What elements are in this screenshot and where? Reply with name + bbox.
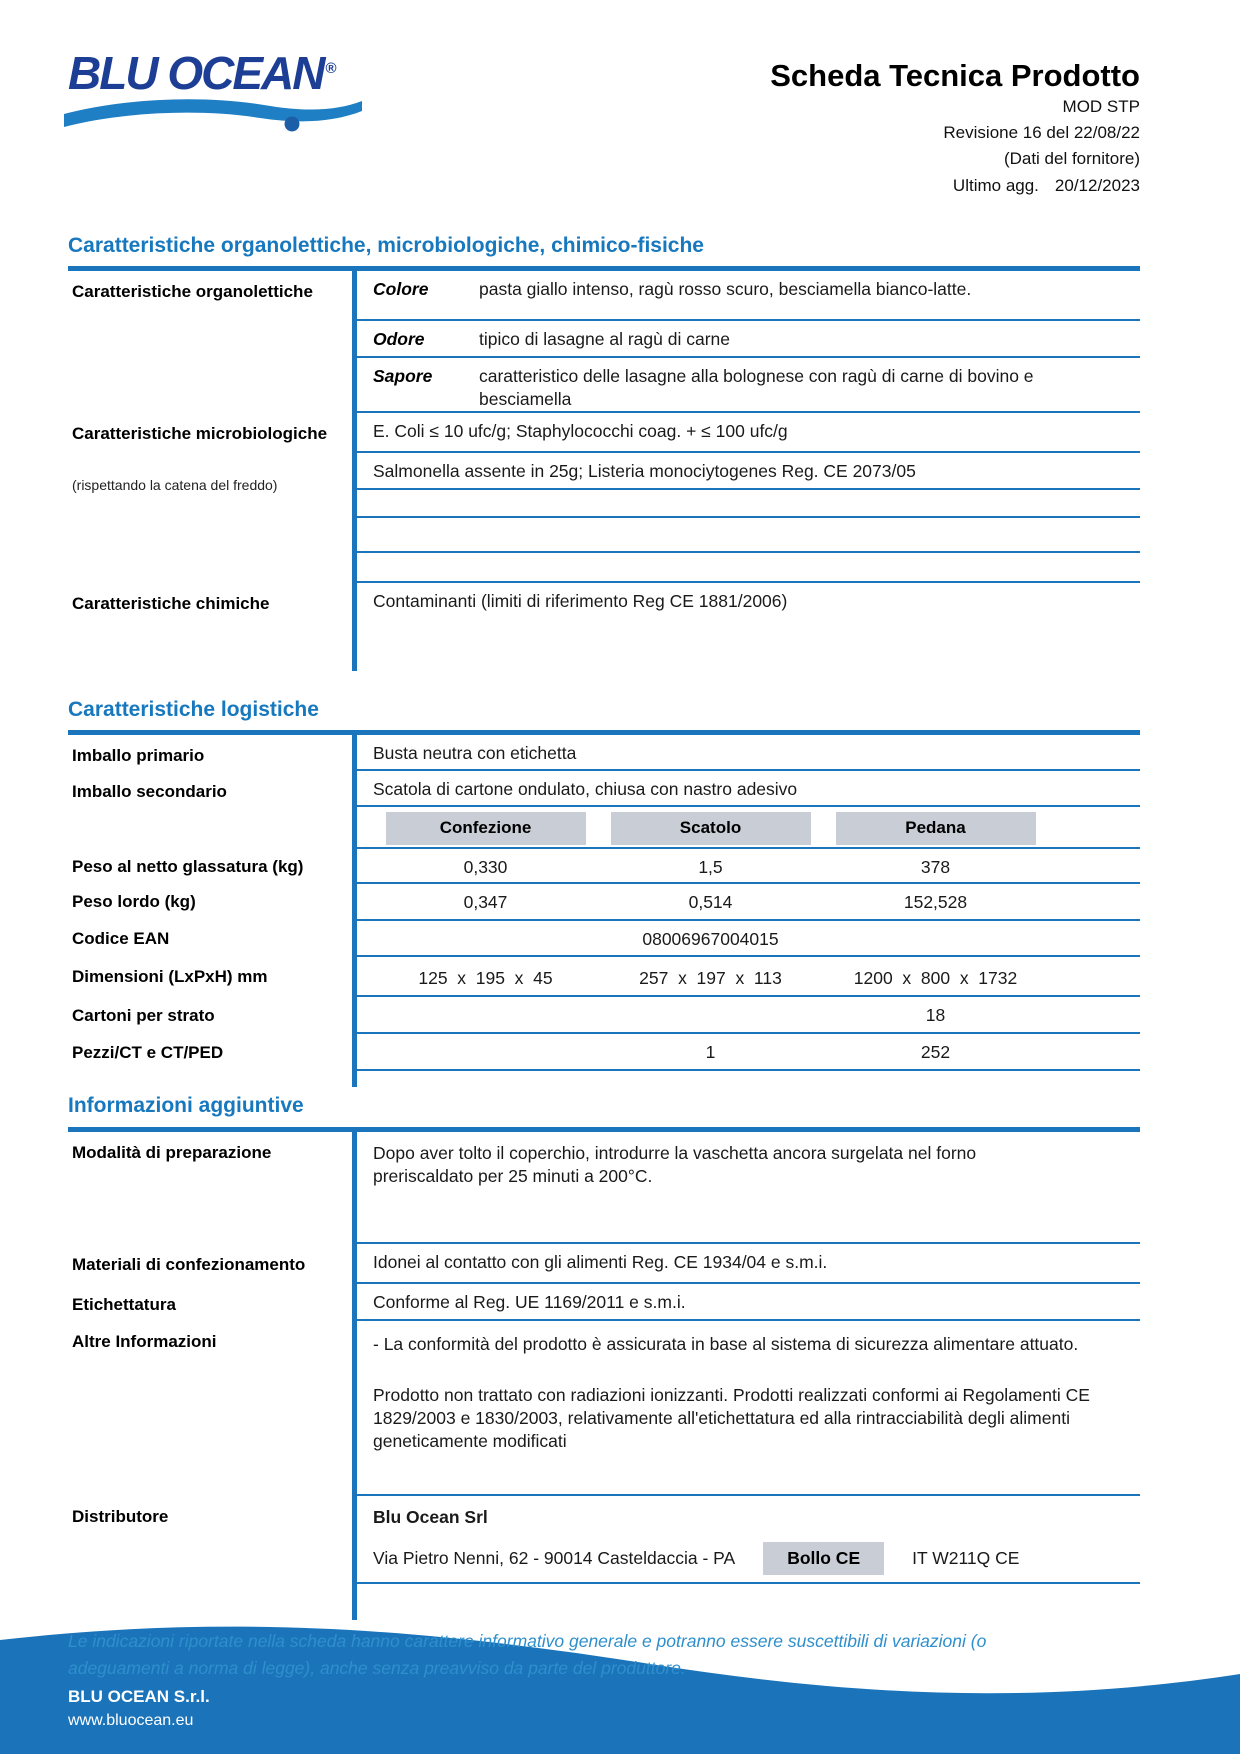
table-informazioni [68, 1127, 1140, 1620]
row-cartoni-strato [352, 997, 1140, 1034]
last-update-date: 20/12/2023 [1054, 175, 1140, 195]
last-update-label: Ultimo agg. [952, 175, 1039, 195]
value-materiali: Idonei al contatto con gli alimenti Reg. CE 1934/04 e s.m.i. [352, 1244, 1140, 1284]
value-imballo-secondario: Scatola di cartone ondulato, chiusa con nastro adesivo [352, 771, 1140, 807]
attr-sapore-label: Sapore [373, 366, 433, 387]
col-header-scatolo: Scatolo [611, 812, 811, 844]
row-dimensioni [352, 957, 1140, 997]
section-heading-informazioni: Informazioni aggiuntive [68, 1094, 304, 1118]
peso-netto-confezione: 0,330 [463, 857, 508, 878]
group-label-organolettiche: Caratteristiche organolettiche [72, 282, 313, 302]
doc-supplier-note: (Dati del fornitore) [1003, 149, 1140, 169]
label-imballo-secondario: Imballo secondario [72, 782, 227, 802]
group-label-chimiche: Caratteristiche chimiche [72, 594, 270, 614]
registered-trademark-icon: ® [325, 59, 337, 77]
dimensioni-scatolo: 257 x 197 x 113 [639, 968, 782, 989]
peso-lordo-scatolo: 0,514 [688, 892, 733, 913]
altre-paragraph-2: Prodotto non trattato con radiazioni ionizzanti. Prodotti realizzati conformi ai Regolamenti CE 1829/2003 e 1830/2003, relativamente all'etichettatura ed alla rintracciabilità degli alimenti geneticamente modificati [373, 1384, 1090, 1451]
footer-company: BLU OCEAN S.r.l. [68, 1687, 210, 1707]
row-chimiche-trailing [352, 643, 1140, 671]
row-column-headers [352, 807, 1140, 849]
altre-paragraph-1: - La conformità del prodotto è assicurata in base al sistema di sicurezza alimentare attuato. [373, 1333, 1079, 1354]
peso-lordo-confezione: 0,347 [463, 892, 508, 913]
row-distributore-trailing [352, 1584, 1140, 1620]
label-empty-header-row [68, 807, 352, 849]
label-cartoni-strato: Cartoni per strato [72, 1006, 215, 1026]
label-pezzi: Pezzi/CT e CT/PED [72, 1043, 224, 1063]
dimensioni-confezione: 125 x 195 x 45 [418, 968, 553, 989]
attr-odore-value: tipico di lasagne al ragù di carne [479, 329, 730, 350]
distributore-address: Via Pietro Nenni, 62 - 90014 Casteldaccia - PA [373, 1547, 736, 1568]
row-peso-netto [352, 849, 1140, 884]
doc-mod: MOD STP [1062, 96, 1140, 116]
label-codice-ean: Codice EAN [72, 929, 170, 949]
col-header-confezione: Confezione [386, 812, 586, 844]
cartoni-pedana: 18 [925, 1005, 946, 1026]
value-preparazione: Dopo aver tolto il coperchio, introdurre la vaschetta ancora surgelata nel forno preriscaldato per 25 minuti a 200°C. [352, 1132, 1140, 1244]
row-pezzi [352, 1034, 1140, 1071]
title-block [770, 50, 1140, 199]
page-title: Scheda Tecnica Prodotto [770, 58, 1140, 93]
row-codice-ean [352, 921, 1140, 957]
peso-lordo-pedana: 152,528 [903, 892, 968, 913]
value-imballo-primario: Busta neutra con etichetta [352, 735, 1140, 771]
doc-revision: Revisione 16 del 22/08/22 [943, 122, 1140, 142]
section-heading-logistiche: Caratteristiche logistiche [68, 698, 319, 722]
row-odore [352, 321, 1140, 358]
attr-odore-label: Odore [373, 329, 425, 350]
label-imballo-primario: Imballo primario [72, 746, 205, 766]
attr-colore-label: Colore [373, 279, 429, 300]
label-etichettatura: Etichettatura [72, 1294, 176, 1314]
bollo-ce-value: IT W211Q CE [912, 1547, 1020, 1568]
microbiologiche-label: Caratteristiche microbiologiche [72, 424, 328, 444]
label-distributore: Distributore [72, 1506, 169, 1526]
doc-last-update [770, 173, 1140, 199]
section-heading-organolettiche: Caratteristiche organolettiche, microbiologiche, chimico-fisiche [68, 234, 704, 258]
attr-sapore-value: caratteristico delle lasagne alla bolognese con ragù di carne di bovino e besciamella [479, 366, 1034, 410]
peso-netto-pedana: 378 [920, 857, 951, 878]
logo-brand-text: BLU OCEAN [68, 47, 324, 99]
pezzi-scatolo: 1 [705, 1042, 716, 1063]
disclaimer-note: Le indicazioni riportate nella scheda hanno carattere informativo generale e potranno essere suscettibili di variazioni (o adeguamenti a norma di legge), anche senza preavviso da parte del produttore. [68, 1630, 987, 1678]
row-contaminanti: Contaminanti (limiti di riferimento Reg CE 1881/2006) [352, 583, 1140, 643]
row-micro-1: E. Coli ≤ 10 ufc/g; Staphylococchi coag. + ≤ 100 ufc/g [352, 413, 1140, 453]
doc-meta [770, 94, 1140, 199]
cold-chain-note: (rispettando la catena del freddo) [72, 477, 278, 494]
group-label-microbiologiche [68, 413, 352, 583]
footer-text-block [68, 1683, 210, 1730]
row-micro-empty-2 [352, 518, 1140, 553]
pezzi-pedana: 252 [920, 1042, 951, 1063]
bollo-ce-badge: Bollo CE [763, 1542, 884, 1575]
label-peso-netto: Peso al netto glassatura (kg) [72, 857, 304, 877]
label-altre-informazioni: Altre Informazioni [72, 1331, 217, 1351]
value-distributore [352, 1496, 1140, 1584]
blu-ocean-logo [68, 47, 388, 132]
footer-website[interactable]: www.bluocean.eu [68, 1712, 194, 1729]
row-micro-empty-3 [352, 553, 1140, 583]
value-altre-informazioni [352, 1321, 1140, 1496]
label-materiali: Materiali di confezionamento [72, 1254, 306, 1274]
table-logistiche [68, 730, 1140, 1087]
dimensioni-pedana: 1200 x 800 x 1732 [853, 968, 1018, 989]
col-header-pedana: Pedana [836, 812, 1036, 844]
ean-value: 08006967004015 [642, 929, 779, 950]
value-etichettatura: Conforme al Reg. UE 1169/2011 e s.m.i. [352, 1284, 1140, 1321]
row-colore [352, 271, 1140, 321]
peso-netto-scatolo: 1,5 [698, 857, 723, 878]
distributore-name: Blu Ocean Srl [373, 1506, 488, 1527]
row-micro-empty-1 [352, 490, 1140, 518]
row-peso-lordo [352, 884, 1140, 921]
label-peso-lordo: Peso lordo (kg) [72, 892, 196, 912]
label-dimensioni: Dimensioni (LxPxH) mm [72, 967, 268, 987]
row-sapore [352, 358, 1140, 413]
table-caratteristiche [68, 266, 1140, 671]
row-logistics-trailing [352, 1071, 1140, 1087]
row-micro-2: Salmonella assente in 25g; Listeria monociytogenes Reg. CE 2073/05 [352, 453, 1140, 490]
label-preparazione: Modalità di preparazione [72, 1142, 272, 1162]
attr-colore-value: pasta giallo intenso, ragù rosso scuro, besciamella bianco-latte. [479, 279, 972, 300]
document-header [68, 0, 1140, 199]
